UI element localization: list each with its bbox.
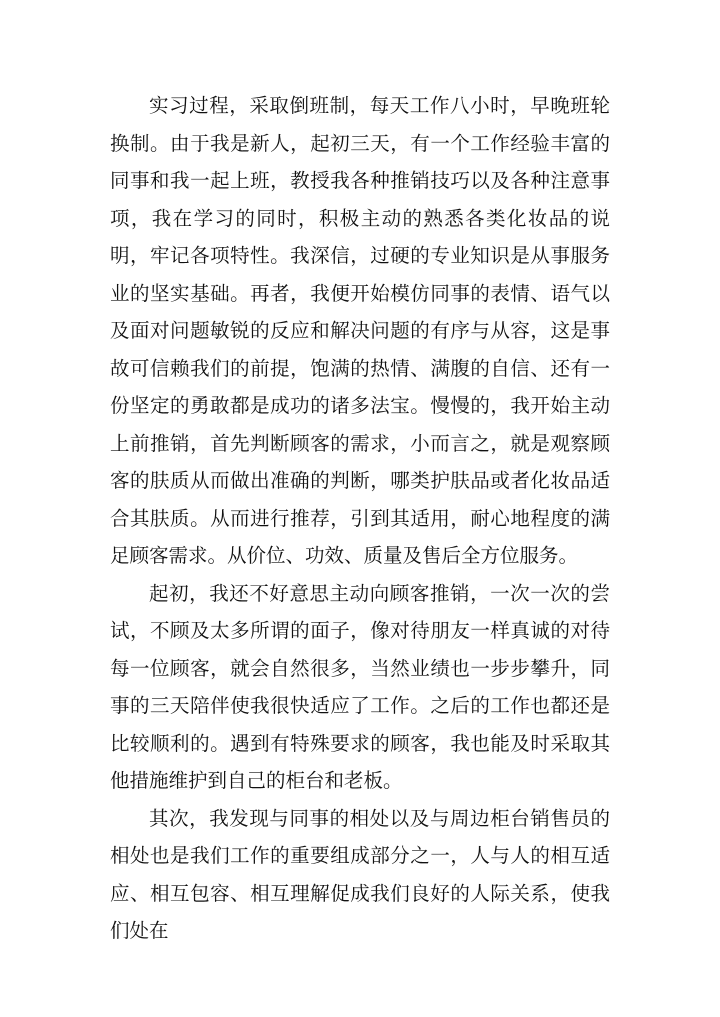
paragraph-3: 其次，我发现与同事的相处以及与周边柜台销售员的相处也是我们工作的重要组成部分之一，人与人的相互适应、相互包容、相互理解促成我们良好的人际关系，使我们处在	[110, 806, 610, 942]
document-body	[110, 87, 610, 950]
paragraph-2: 起初，我还不好意思主动向顾客推销，一次一次的尝试，不顾及太多所谓的面子，像对待朋友一样真诚的对待每一位顾客，就会自然很多，当然业绩也一步步攀升，同事的三天陪伴使我很快适应了工作。之后的工作也都还是比较顺利的。遇到有特殊要求的顾客，我也能及时采取其他措施维护到自己的柜台和老板。	[110, 581, 610, 792]
paragraph-1: 实习过程，采取倒班制，每天工作八小时，早晚班轮换制。由于我是新人，起初三天，有一个工作经验丰富的同事和我一起上班，教授我各种推销技巧以及各种注意事项，我在学习的同时，积极主动的熟悉各类化妆品的说明，牢记各项特性。我深信，过硬的专业知识是从事服务业的坚实基础。再者，我便开始模仿同事的表情、语气以及面对问题敏锐的反应和解决问题的有序与从容，这是事故可信赖我们的前提，饱满的热情、满腹的自信、还有一份坚定的勇敢都是成功的诸多法宝。慢慢的，我开始主动上前推销，首先判断顾客的需求，小而言之，就是观察顾客的肤质从而做出准确的判断，哪类护肤品或者化妆品适合其肤质。从而进行推荐，引到其适用，耐心地程度的满足顾客需求。从价位、功效、质量及售后全方位服务。	[110, 94, 610, 567]
